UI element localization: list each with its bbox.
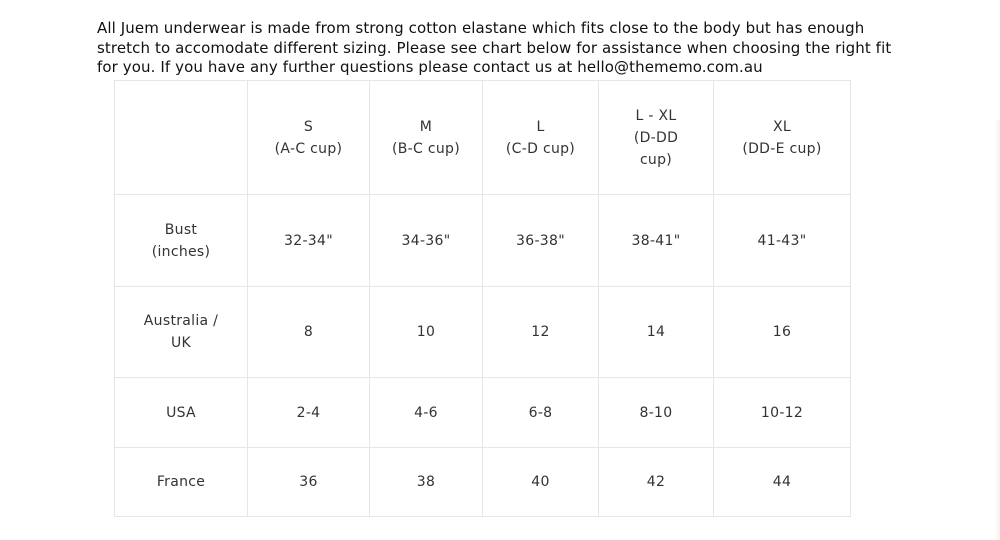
table-cell: 16: [714, 287, 851, 378]
table-cell: 34-36": [370, 195, 483, 287]
row-label: Bust (inches): [115, 195, 248, 287]
table-row: [115, 195, 851, 287]
table-cell: 42: [599, 448, 714, 517]
table-cell: 4-6: [370, 378, 483, 448]
table-cell: 14: [599, 287, 714, 378]
table-row: [115, 378, 851, 448]
row-label: France: [115, 448, 248, 517]
cup-label: (B-C cup): [392, 140, 460, 157]
contact-email-link[interactable]: hello@thememo.com.au: [577, 58, 763, 76]
table-cell: 8-10: [599, 378, 714, 448]
row-label: Australia / UK: [115, 287, 248, 378]
table-cell: 6-8: [483, 378, 599, 448]
table-row: [115, 287, 851, 378]
cup-label: (DD-E cup): [742, 140, 822, 157]
size-label: L - XL: [635, 107, 677, 124]
table-cell: 38: [370, 448, 483, 517]
header-cell-l-xl: [599, 81, 714, 195]
size-label: L: [536, 118, 545, 135]
table-cell: 2-4: [248, 378, 370, 448]
size-header-row: [115, 81, 851, 195]
header-cell-m: [370, 81, 483, 195]
table-cell: 36: [248, 448, 370, 517]
table-cell: 32-34": [248, 195, 370, 287]
cup-label: (A-C cup): [274, 140, 343, 157]
header-cell-s: [248, 81, 370, 195]
table-cell: 44: [714, 448, 851, 517]
size-label: XL: [773, 118, 791, 135]
corner-cell: [115, 81, 248, 195]
table-row: [115, 448, 851, 517]
table-cell: 10: [370, 287, 483, 378]
cup-label: (C-D cup): [505, 140, 576, 157]
size-label: M: [419, 118, 433, 135]
table-cell: 41-43": [714, 195, 851, 287]
size-chart-table: [114, 80, 851, 517]
intro-paragraph: [97, 19, 897, 78]
table-cell: 12: [483, 287, 599, 378]
table-cell: 38-41": [599, 195, 714, 287]
table-cell: 8: [248, 287, 370, 378]
table-cell: 10-12: [714, 378, 851, 448]
table-cell: 36-38": [483, 195, 599, 287]
header-cell-xl: [714, 81, 851, 195]
table-cell: 40: [483, 448, 599, 517]
size-label: S: [303, 118, 314, 135]
page-edge-shadow: [994, 120, 1000, 540]
header-cell-l: [483, 81, 599, 195]
intro-text: All Juem underwear is made from strong cotton elastane which fits close to the body but has enough stretch to accomodate different sizing. Please see chart below for assistance when choosing the right fit for you. If you have any further questions please contact us at: [97, 19, 892, 76]
row-label: USA: [115, 378, 248, 448]
cup-label: (D-DD cup): [633, 129, 679, 168]
